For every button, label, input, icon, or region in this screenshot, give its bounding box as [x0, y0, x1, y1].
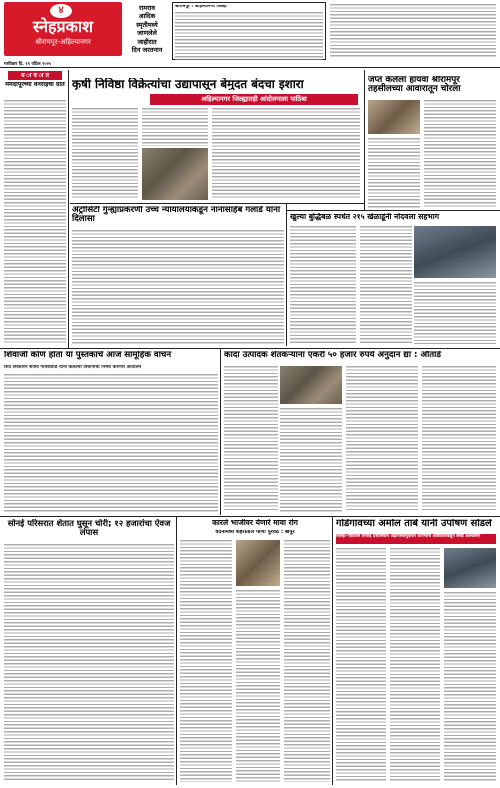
newspaper-title: स्नेहप्रकाश	[33, 17, 93, 36]
shivaji-body	[4, 374, 218, 512]
gondi-body-a	[336, 548, 386, 782]
chess-body-a	[290, 226, 356, 344]
top-intro-story	[172, 2, 326, 60]
section-rule	[286, 210, 500, 211]
atrocity-body	[72, 230, 284, 344]
right-top-photo	[368, 100, 420, 134]
tagline-line: जाणलेले	[137, 29, 157, 38]
shivaji-divider	[220, 349, 221, 515]
masthead	[0, 0, 500, 60]
left-column-headline: ममदापूरच्या वनराईचा ग्रात	[5, 82, 65, 88]
section-tag: ध ा व ा त	[8, 71, 62, 80]
masthead-banner	[4, 2, 122, 56]
atrocity-divider	[286, 204, 287, 346]
gondi-body-b	[390, 548, 440, 782]
onion-body-a	[224, 366, 278, 512]
chess-body-c	[414, 282, 496, 344]
theft-divider	[176, 517, 177, 785]
right-top-headline: जप्त केलेला हायवा श्रीरामपूर तहसीलच्या आवारातून चोरला	[368, 76, 461, 95]
lead-subhead: अहिल्यानगर जिल्ह्यातही आंदोलनाला पाठिंबा	[150, 94, 358, 105]
tagline-line: जाहीरात	[137, 37, 157, 46]
shivaji-subhead: शिंदे सरकारने संजय गायकवाड यांनी केलेल्या विधानाचा निषेध करणार आंदोलन	[4, 365, 142, 370]
lead-headline: कृषी निविष्ठा विक्रेत्यांचा उद्यापासून बेमुदत बंदचा इशारा	[72, 78, 304, 91]
onion-headline: कांदा उत्पादक शेतकऱ्यांना एकरी ५० हजार रुपये अनुदान द्या : औताडे	[224, 351, 441, 360]
gondi-subhead: जिल्हा-गोदिरास तरपाई प्रशासिकन अंद्रापसवणुकरार करण्याचे अधिकाराकडून लेखी आश्वासन	[336, 534, 496, 544]
tagline-line: रामराव	[139, 4, 155, 12]
right-top-body-b	[368, 138, 420, 208]
karle-photo	[236, 540, 280, 586]
atrocity-headline: ॲट्रोसिटी गुन्ह्याप्रकरणी उच्च न्यायालयाकडून नानासाहेब गलांडे यांना दिलासा	[72, 206, 281, 225]
top-right-story	[330, 4, 496, 58]
onion-body-b	[280, 408, 342, 512]
gondi-body-c	[444, 592, 496, 782]
theft-body	[4, 544, 174, 782]
lead-body-col1	[72, 108, 138, 200]
section-rule	[0, 348, 500, 349]
karle-body-b	[236, 590, 280, 782]
karle-subhead: वेदनांमध्ये शहरातील पाणी पुरवठे : बापुर	[215, 530, 295, 535]
section-rule	[0, 516, 500, 517]
onion-body-d	[422, 366, 496, 512]
shivaji-headline: शिवाजी कोण होता या पुस्तकाचे आज सामूहिक वाचन	[4, 351, 172, 360]
karle-headline: कारले भाजीवर येणारे मावा रोग	[212, 519, 298, 527]
tagline-line: दिन जरतनान	[131, 46, 163, 55]
karle-body-c	[284, 540, 330, 782]
date-line: गरविवार दि. ११ एप्रिल २०२५	[4, 62, 52, 67]
theft-headline: सोनई परिसरात शेतात घुसून चोरी; १२ हजारांचा ऐवज लंपास	[7, 519, 171, 537]
karle-body-a	[180, 540, 232, 782]
gondi-photo	[444, 548, 496, 588]
onion-photo	[280, 366, 342, 404]
chess-photo	[414, 226, 496, 278]
lead-body-col2	[142, 108, 208, 146]
right-column-divider	[364, 70, 365, 210]
tagline-line: स्मृतीमध्ये	[136, 20, 158, 29]
left-column-body	[4, 100, 66, 344]
newspaper-subtitle: श्रीरामपूर-अहिल्यानगर	[35, 38, 91, 46]
tagline-line: आदिक	[138, 12, 156, 21]
top-intro-headline: श्रीरामपूर : अहिल्यानगर जिल्हा	[175, 5, 227, 9]
onion-body-c	[346, 366, 418, 512]
karle-divider	[332, 517, 333, 785]
gondi-headline: गोंडेगावच्या अमोल तांबे यांनी उपोषण सोडले	[336, 519, 492, 529]
masthead-tagline	[124, 4, 170, 56]
lead-photo	[142, 148, 208, 200]
chess-body-b	[360, 226, 412, 344]
top-intro-body	[175, 12, 323, 60]
right-top-body	[424, 100, 496, 208]
chess-headline: खुल्या बुद्धिबळ स्पर्धेत २१५ खेळाडूंनी नोंदवला सहभाग	[290, 213, 439, 221]
section-rule	[70, 203, 364, 204]
left-column-divider	[68, 70, 69, 348]
masthead-rule	[0, 67, 500, 68]
lead-body-col3	[212, 108, 360, 200]
page-number-badge: ४	[50, 4, 72, 18]
